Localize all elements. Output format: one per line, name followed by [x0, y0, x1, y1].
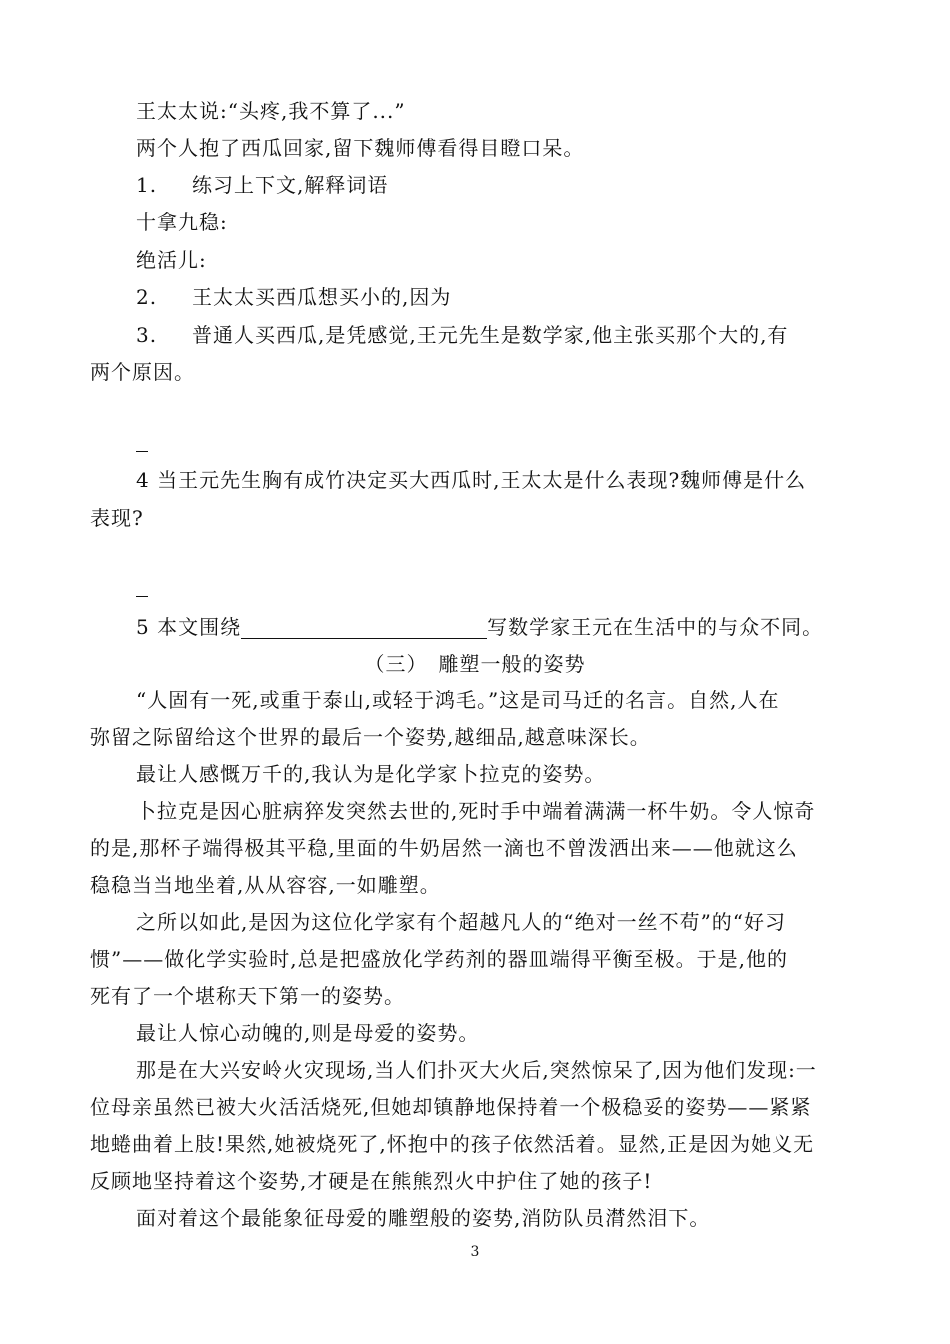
passage-line: 死有了一个堪称天下第一的姿势。	[90, 984, 405, 1008]
passage-line: 最让人惊心动魄的,则是母爱的姿势。	[136, 1021, 480, 1045]
question-3	[136, 323, 916, 347]
question-text: 普通人买西瓜,是凭感觉,王元先生是数学家,他主张买那个大的,有	[192, 323, 789, 347]
dialogue-line: 王太太说:“头疼,我不算了...”	[136, 99, 406, 123]
question-text: 5 本文围绕	[136, 615, 242, 639]
passage-line: 的是,那杯子端得极其平稳,里面的牛奶居然一滴也不曾泼洒出来——他就这么	[90, 836, 798, 860]
passage-line: 地蜷曲着上肢!果然,她被烧死了,怀抱中的孩子依然活着。显然,正是因为她义无	[90, 1132, 815, 1156]
passage-line: 惯”——做化学实验时,总是把盛放化学药剂的器皿端得平衡至极。于是,他的	[90, 947, 788, 971]
question-1	[136, 173, 916, 197]
question-4: 4 当王元先生胸有成竹决定买大西瓜时,王太太是什么表现?魏师傅是什么	[136, 468, 807, 492]
question-number: 3.	[136, 323, 158, 347]
passage-line: 面对着这个最能象征母爱的雕塑般的姿势,消防队员潸然泪下。	[136, 1206, 711, 1230]
passage-line: 弥留之际留给这个世界的最后一个姿势,越细品,越意味深长。	[90, 725, 651, 749]
question-5	[136, 615, 916, 639]
passage-line: 之所以如此,是因为这位化学家有个超越凡人的“绝对一丝不苟”的“好习	[136, 910, 787, 934]
passage-line: “人固有一死,或重于泰山,或轻于鸿毛。”这是司马迁的名言。自然,人在	[136, 688, 780, 712]
question-4-continued: 表现?	[90, 506, 144, 530]
term-field-2: 绝活儿:	[136, 248, 207, 272]
question-3-continued: 两个原因。	[90, 360, 195, 384]
answer-blank-dash	[136, 596, 148, 597]
question-text: 练习上下文,解释词语	[192, 173, 389, 197]
passage-line: 卜拉克是因心脏病猝发突然去世的,死时手中端着满满一杯牛奶。令人惊奇	[136, 799, 816, 823]
passage-line: 位母亲虽然已被大火活活烧死,但她却镇静地保持着一个极稳妥的姿势——紧紧	[90, 1095, 812, 1119]
section-heading: （三） 雕塑一般的姿势	[364, 652, 586, 676]
question-text: 王太太买西瓜想买小的,因为	[192, 285, 452, 309]
passage-line: 稳稳当当地坐着,从从容容,一如雕塑。	[90, 873, 441, 897]
narrative-line: 两个人抱了西瓜回家,留下魏师傅看得目瞪口呆。	[136, 136, 585, 160]
question-2	[136, 285, 916, 309]
passage-line: 那是在大兴安岭火灾现场,当人们扑灭大火后,突然惊呆了,因为他们发现:一	[136, 1058, 817, 1082]
passage-line: 反顾地坚持着这个姿势,才硬是在熊熊烈火中护住了她的孩子!	[90, 1169, 653, 1193]
question-text-end: 写数学家王元在生活中的与众不同。	[487, 615, 824, 639]
question-number: 2.	[136, 285, 158, 309]
question-number: 1.	[136, 173, 158, 197]
fill-in-blank[interactable]	[241, 618, 487, 639]
passage-line: 最让人感慨万千的,我认为是化学家卜拉克的姿势。	[136, 762, 606, 786]
page-number: 3	[470, 1244, 480, 1260]
term-field-1: 十拿九稳:	[136, 210, 228, 234]
answer-blank-dash	[136, 451, 148, 452]
